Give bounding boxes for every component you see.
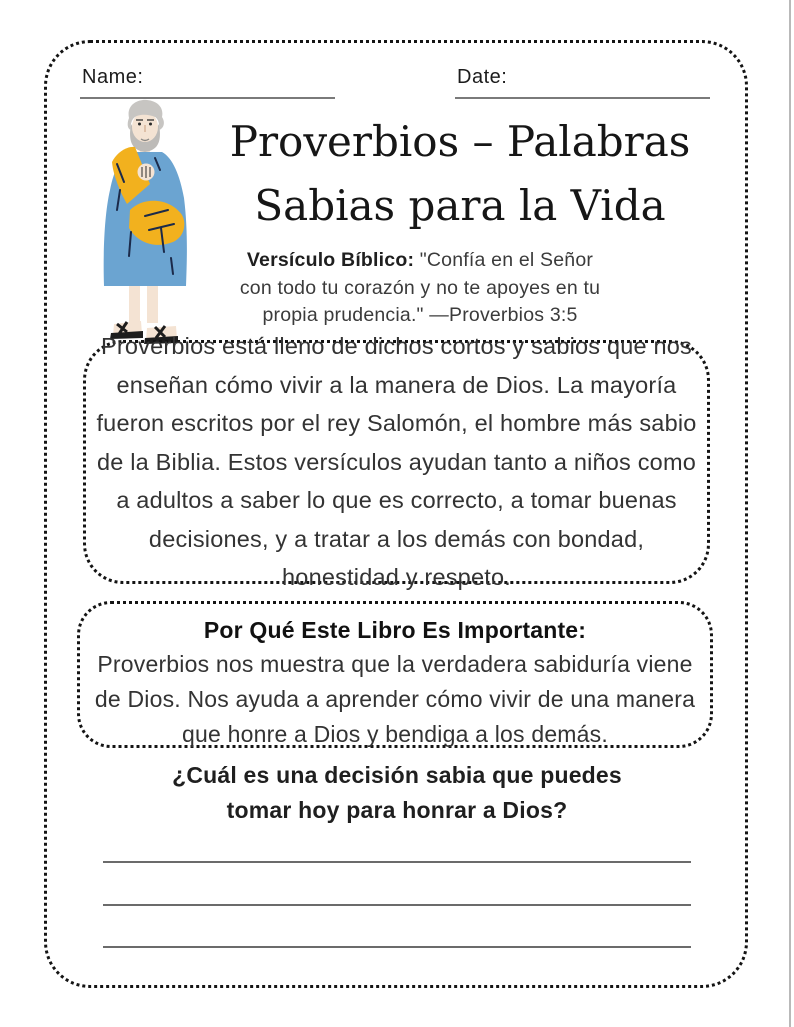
intro-text: Proverbios está lleno de dichos cortos y sabios que nos enseñan cómo vivir a la manera de Dios. La mayoría fueron escritos por el rey Salomón, el hombre más sabio de la Biblia. Estos versículos ayudan tanto a niños como a adultos a saber lo que es correcto, a tomar buenas decisiones, y a tratar a los demás con bondad, honestidad y respeto. — [96, 333, 697, 591]
name-label: Name: — [82, 66, 144, 88]
importance-box — [77, 601, 713, 748]
bible-verse — [170, 247, 670, 330]
man-leg-left — [129, 286, 140, 323]
importance-heading: Por Qué Este Libro Es Importante: — [203, 617, 587, 643]
page-title — [180, 110, 740, 238]
reflection-question-line1: ¿Cuál es una decisión sabia que puedes — [172, 762, 622, 788]
bible-verse-line1 — [170, 247, 670, 275]
bible-verse-line2: con todo tu corazón y no te apoyes en tu — [239, 276, 601, 299]
answer-line-1[interactable] — [103, 861, 691, 863]
date-label: Date: — [457, 66, 508, 88]
verse-label: Versículo Bíblico: — [246, 249, 415, 271]
answer-line-3[interactable] — [103, 946, 691, 948]
bible-verse-line3: propia prudencia." —Proverbios 3:5 — [262, 304, 578, 326]
importance-text: Proverbios nos muestra que la verdadera sabiduría viene de Dios. Nos ayuda a aprender cómo vivir de una manera que honre a Dios y bendiga a los demás. — [94, 651, 696, 747]
man-eye-right — [149, 123, 152, 126]
page-title-line2: Sabias para la Vida — [254, 181, 666, 230]
intro-box — [83, 333, 710, 591]
reflection-question — [120, 758, 674, 828]
verse-quote-start: "Confía en el Señor — [414, 249, 594, 271]
man-leg-right — [147, 286, 158, 323]
page-title-line1: Proverbios – Palabras — [229, 117, 691, 166]
man-eye-left — [138, 123, 141, 126]
date-input-line[interactable] — [455, 97, 710, 99]
answer-line-2[interactable] — [103, 904, 691, 906]
reflection-question-line2: tomar hoy para honrar a Dios? — [226, 797, 568, 823]
page-edge-shadow — [789, 0, 791, 1027]
